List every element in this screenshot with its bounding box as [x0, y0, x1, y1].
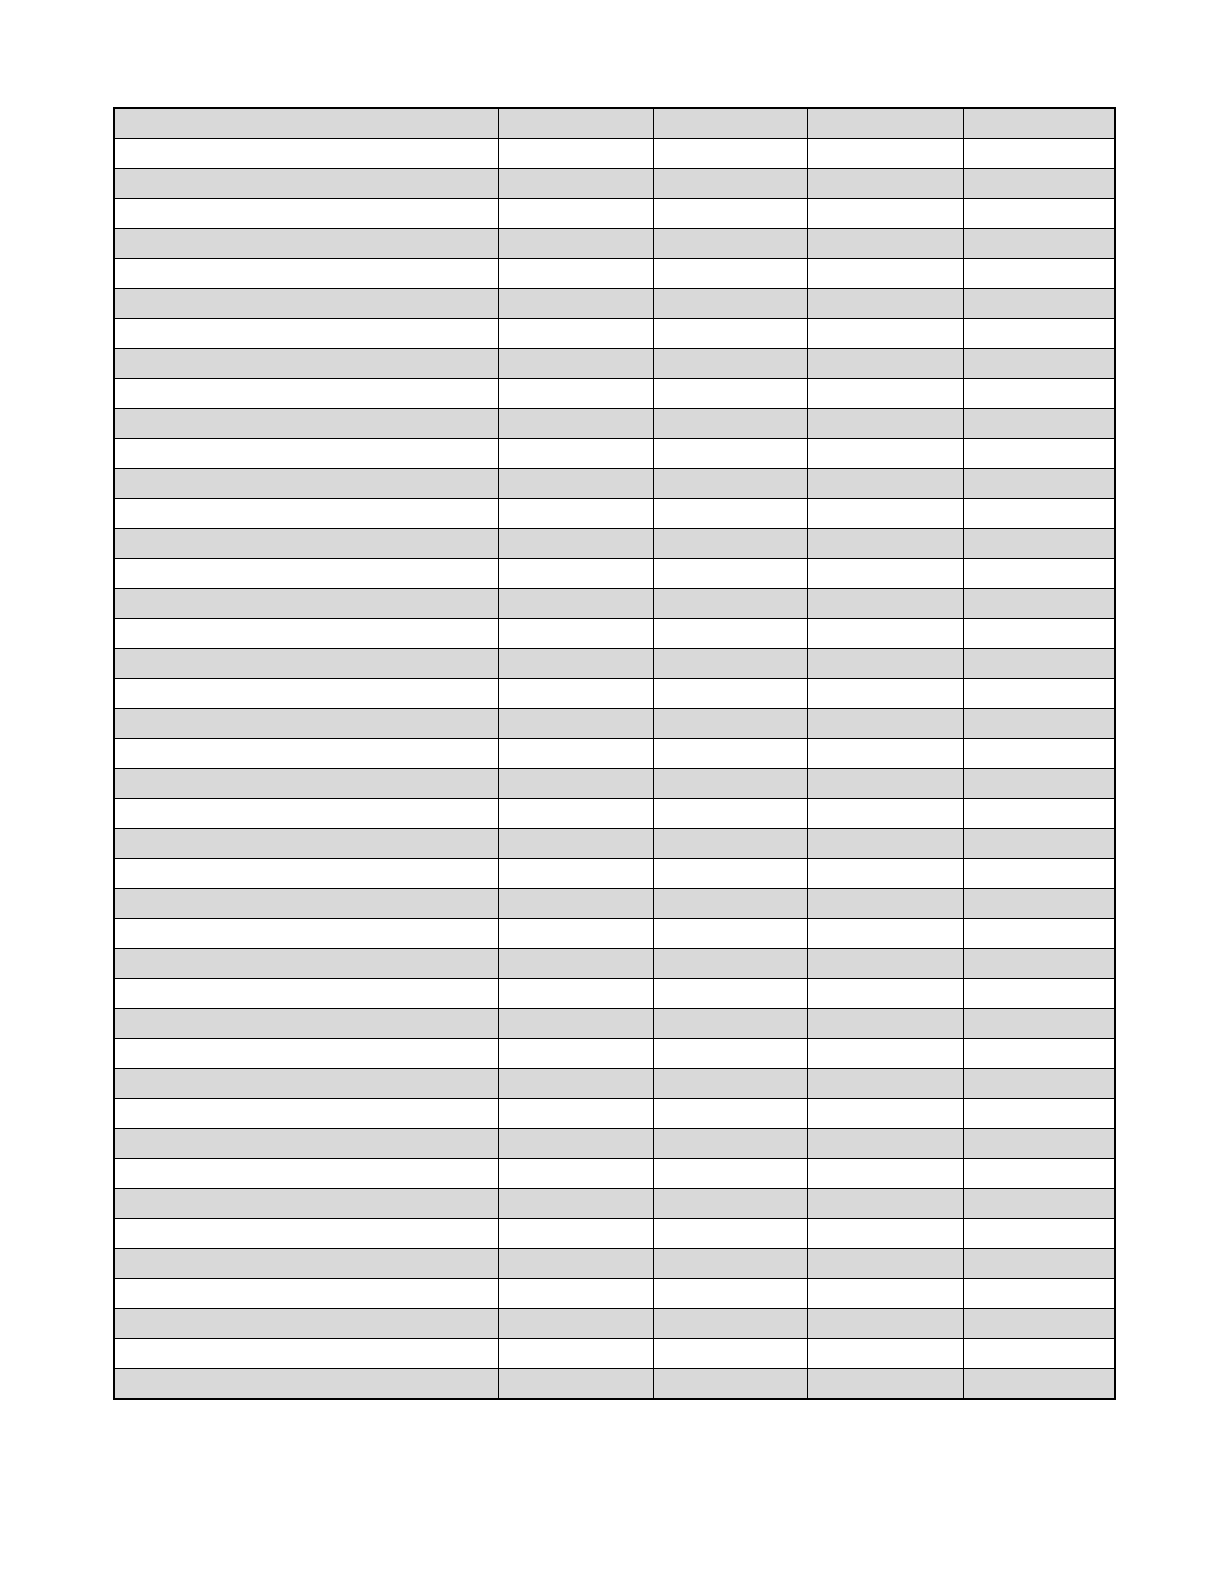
table-cell — [807, 589, 963, 619]
table-cell — [498, 1099, 653, 1129]
table-cell — [498, 949, 653, 979]
table-cell — [807, 439, 963, 469]
table-cell — [498, 469, 653, 499]
table-cell — [963, 769, 1115, 799]
table-row — [114, 319, 1115, 349]
table-cell — [498, 169, 653, 199]
table-cell — [807, 229, 963, 259]
table-cell — [114, 139, 498, 169]
table-cell — [807, 409, 963, 439]
table-cell — [963, 739, 1115, 769]
table-cell — [114, 919, 498, 949]
table-cell — [963, 1189, 1115, 1219]
table-cell — [807, 259, 963, 289]
table-row — [114, 1309, 1115, 1339]
table-cell — [114, 499, 498, 529]
table-cell — [963, 199, 1115, 229]
table-cell — [653, 199, 807, 229]
table-cell — [963, 1309, 1115, 1339]
table-cell — [498, 829, 653, 859]
table-cell — [114, 169, 498, 199]
table-row — [114, 1189, 1115, 1219]
table-cell — [963, 619, 1115, 649]
table-cell — [498, 439, 653, 469]
table-cell — [963, 1069, 1115, 1099]
table-cell — [498, 979, 653, 1009]
table-cell — [498, 529, 653, 559]
table-row — [114, 1009, 1115, 1039]
table-cell — [807, 799, 963, 829]
table-cell — [963, 559, 1115, 589]
table-cell — [498, 739, 653, 769]
table-cell — [114, 679, 498, 709]
table-cell — [807, 1099, 963, 1129]
table-cell — [114, 949, 498, 979]
table-cell — [963, 889, 1115, 919]
table-row — [114, 1219, 1115, 1249]
table-cell — [963, 469, 1115, 499]
table-cell — [114, 769, 498, 799]
table-cell — [498, 1369, 653, 1400]
table-row — [114, 169, 1115, 199]
table-cell — [963, 1159, 1115, 1189]
table-cell — [653, 859, 807, 889]
table-cell — [963, 409, 1115, 439]
table-cell — [498, 259, 653, 289]
table-cell — [653, 649, 807, 679]
table-row — [114, 229, 1115, 259]
table-cell — [653, 1279, 807, 1309]
table-row — [114, 349, 1115, 379]
table-cell — [498, 229, 653, 259]
table-row — [114, 919, 1115, 949]
table-cell — [114, 559, 498, 589]
table-cell — [807, 379, 963, 409]
table-cell — [498, 1069, 653, 1099]
table-cell — [114, 229, 498, 259]
table-cell — [653, 1369, 807, 1400]
table-cell — [963, 919, 1115, 949]
table-cell — [807, 349, 963, 379]
table-cell — [498, 139, 653, 169]
table-row — [114, 979, 1115, 1009]
table-cell — [498, 1219, 653, 1249]
table-cell — [807, 139, 963, 169]
table-cell — [498, 679, 653, 709]
table-cell — [807, 199, 963, 229]
table-cell — [807, 1369, 963, 1400]
table-cell — [653, 499, 807, 529]
table-cell — [498, 1279, 653, 1309]
table-cell — [807, 108, 963, 139]
table-cell — [807, 319, 963, 349]
table-cell — [653, 1309, 807, 1339]
table-row — [114, 649, 1115, 679]
table-cell — [114, 799, 498, 829]
table-cell — [498, 589, 653, 619]
table-cell — [807, 1189, 963, 1219]
table-cell — [963, 1279, 1115, 1309]
table-cell — [498, 379, 653, 409]
table-row — [114, 769, 1115, 799]
table-cell — [653, 829, 807, 859]
table-cell — [498, 859, 653, 889]
table-cell — [807, 1129, 963, 1159]
table-cell — [807, 619, 963, 649]
table-cell — [653, 169, 807, 199]
table-cell — [653, 1039, 807, 1069]
table-cell — [807, 1219, 963, 1249]
table-cell — [807, 739, 963, 769]
table-cell — [498, 769, 653, 799]
table-cell — [807, 559, 963, 589]
table-row — [114, 108, 1115, 139]
table-cell — [114, 1309, 498, 1339]
table-cell — [807, 1069, 963, 1099]
table-cell — [114, 1129, 498, 1159]
table-cell — [114, 649, 498, 679]
table-cell — [963, 679, 1115, 709]
table-row — [114, 829, 1115, 859]
table-cell — [653, 529, 807, 559]
table-row — [114, 949, 1115, 979]
table-cell — [498, 799, 653, 829]
table-cell — [963, 859, 1115, 889]
table-cell — [807, 1249, 963, 1279]
table-cell — [498, 499, 653, 529]
table-cell — [114, 1219, 498, 1249]
table-cell — [653, 949, 807, 979]
table-cell — [807, 679, 963, 709]
table-row — [114, 529, 1115, 559]
table-cell — [963, 949, 1115, 979]
table-row — [114, 619, 1115, 649]
table-cell — [653, 1129, 807, 1159]
table-row — [114, 289, 1115, 319]
table-cell — [114, 379, 498, 409]
table-cell — [498, 559, 653, 589]
table-cell — [807, 1279, 963, 1309]
table-cell — [807, 859, 963, 889]
table-cell — [498, 199, 653, 229]
table-cell — [114, 1369, 498, 1400]
table-cell — [653, 469, 807, 499]
table-cell — [114, 409, 498, 439]
table-cell — [963, 1369, 1115, 1400]
table-cell — [114, 859, 498, 889]
table-cell — [653, 1249, 807, 1279]
table-cell — [963, 649, 1115, 679]
table-cell — [653, 409, 807, 439]
table-cell — [653, 139, 807, 169]
table-cell — [653, 799, 807, 829]
table-cell — [653, 319, 807, 349]
table-cell — [963, 589, 1115, 619]
table-cell — [114, 739, 498, 769]
table-cell — [114, 979, 498, 1009]
table-cell — [114, 439, 498, 469]
table-cell — [963, 319, 1115, 349]
table-cell — [653, 439, 807, 469]
table-cell — [653, 1159, 807, 1189]
table-cell — [498, 919, 653, 949]
table-cell — [498, 1039, 653, 1069]
table-cell — [498, 1309, 653, 1339]
table-row — [114, 1039, 1115, 1069]
table-cell — [653, 1339, 807, 1369]
table-row — [114, 409, 1115, 439]
table-cell — [653, 379, 807, 409]
table-cell — [653, 1189, 807, 1219]
table-cell — [114, 1339, 498, 1369]
table-cell — [807, 469, 963, 499]
table-cell — [114, 1159, 498, 1189]
table-cell — [963, 799, 1115, 829]
table-cell — [807, 289, 963, 319]
table-cell — [963, 1339, 1115, 1369]
table-cell — [807, 919, 963, 949]
table-cell — [963, 1039, 1115, 1069]
table-cell — [807, 1039, 963, 1069]
table-cell — [114, 709, 498, 739]
table-cell — [114, 469, 498, 499]
table-cell — [653, 1009, 807, 1039]
table-cell — [653, 769, 807, 799]
table-cell — [807, 499, 963, 529]
table-cell — [807, 889, 963, 919]
table-cell — [498, 1009, 653, 1039]
table-cell — [653, 108, 807, 139]
table-cell — [114, 319, 498, 349]
table-cell — [807, 979, 963, 1009]
table-cell — [114, 1249, 498, 1279]
table-row — [114, 259, 1115, 289]
table-cell — [498, 1249, 653, 1279]
table-cell — [963, 979, 1115, 1009]
table-cell — [653, 259, 807, 289]
table-row — [114, 859, 1115, 889]
table-cell — [653, 679, 807, 709]
table-cell — [653, 1069, 807, 1099]
table-cell — [653, 919, 807, 949]
table-row — [114, 499, 1115, 529]
table-cell — [653, 979, 807, 1009]
table-cell — [963, 108, 1115, 139]
table-cell — [114, 289, 498, 319]
table-cell — [807, 1159, 963, 1189]
table-cell — [114, 1279, 498, 1309]
table-cell — [963, 1099, 1115, 1129]
table-cell — [114, 619, 498, 649]
table-cell — [963, 259, 1115, 289]
table-cell — [653, 1219, 807, 1249]
table-body — [114, 108, 1115, 1399]
table-row — [114, 1339, 1115, 1369]
table-cell — [114, 589, 498, 619]
table-cell — [807, 949, 963, 979]
table-cell — [498, 319, 653, 349]
table-cell — [807, 1309, 963, 1339]
table-cell — [498, 709, 653, 739]
table-row — [114, 139, 1115, 169]
table-cell — [807, 169, 963, 199]
table-cell — [114, 259, 498, 289]
table-row — [114, 439, 1115, 469]
table-cell — [498, 1159, 653, 1189]
table-row — [114, 1249, 1115, 1279]
table-cell — [114, 1099, 498, 1129]
table-row — [114, 469, 1115, 499]
table-cell — [498, 289, 653, 319]
table-cell — [498, 1129, 653, 1159]
table-cell — [963, 229, 1115, 259]
table-cell — [498, 889, 653, 919]
table-cell — [498, 349, 653, 379]
table-cell — [653, 349, 807, 379]
table-cell — [807, 709, 963, 739]
table-row — [114, 679, 1115, 709]
table-row — [114, 589, 1115, 619]
table-cell — [653, 289, 807, 319]
table-row — [114, 379, 1115, 409]
table-cell — [807, 1339, 963, 1369]
table-cell — [114, 1039, 498, 1069]
table-row — [114, 799, 1115, 829]
table-cell — [114, 199, 498, 229]
table-cell — [963, 1129, 1115, 1159]
table-row — [114, 199, 1115, 229]
table-cell — [963, 1009, 1115, 1039]
table-cell — [498, 409, 653, 439]
table-cell — [653, 229, 807, 259]
table-row — [114, 1099, 1115, 1129]
table-cell — [653, 589, 807, 619]
table-cell — [807, 769, 963, 799]
table-cell — [498, 1339, 653, 1369]
table-cell — [963, 379, 1115, 409]
table-row — [114, 1159, 1115, 1189]
table-cell — [114, 889, 498, 919]
table-cell — [114, 529, 498, 559]
table-cell — [963, 439, 1115, 469]
table-cell — [114, 108, 498, 139]
table-cell — [114, 1069, 498, 1099]
table-cell — [653, 739, 807, 769]
table-row — [114, 1129, 1115, 1159]
table-row — [114, 889, 1115, 919]
table-row — [114, 739, 1115, 769]
table-cell — [807, 829, 963, 859]
table-cell — [963, 1249, 1115, 1279]
table-row — [114, 1069, 1115, 1099]
table-row — [114, 1279, 1115, 1309]
table-cell — [498, 108, 653, 139]
table-cell — [807, 529, 963, 559]
table-row — [114, 559, 1115, 589]
table-cell — [807, 649, 963, 679]
table-cell — [963, 349, 1115, 379]
table-cell — [963, 529, 1115, 559]
table-cell — [963, 499, 1115, 529]
table-cell — [653, 889, 807, 919]
table-cell — [498, 619, 653, 649]
table-cell — [498, 649, 653, 679]
table-cell — [114, 1009, 498, 1039]
table-cell — [653, 559, 807, 589]
table-cell — [963, 139, 1115, 169]
blank-log-table — [113, 107, 1116, 1400]
table-cell — [963, 289, 1115, 319]
table-cell — [963, 169, 1115, 199]
table-cell — [963, 829, 1115, 859]
table-cell — [653, 709, 807, 739]
table-cell — [114, 1189, 498, 1219]
table-cell — [963, 1219, 1115, 1249]
table-cell — [807, 1009, 963, 1039]
table-row — [114, 709, 1115, 739]
table-cell — [114, 349, 498, 379]
table-cell — [653, 619, 807, 649]
table-cell — [963, 709, 1115, 739]
table-cell — [653, 1099, 807, 1129]
table-cell — [114, 829, 498, 859]
table-row — [114, 1369, 1115, 1400]
table-cell — [498, 1189, 653, 1219]
